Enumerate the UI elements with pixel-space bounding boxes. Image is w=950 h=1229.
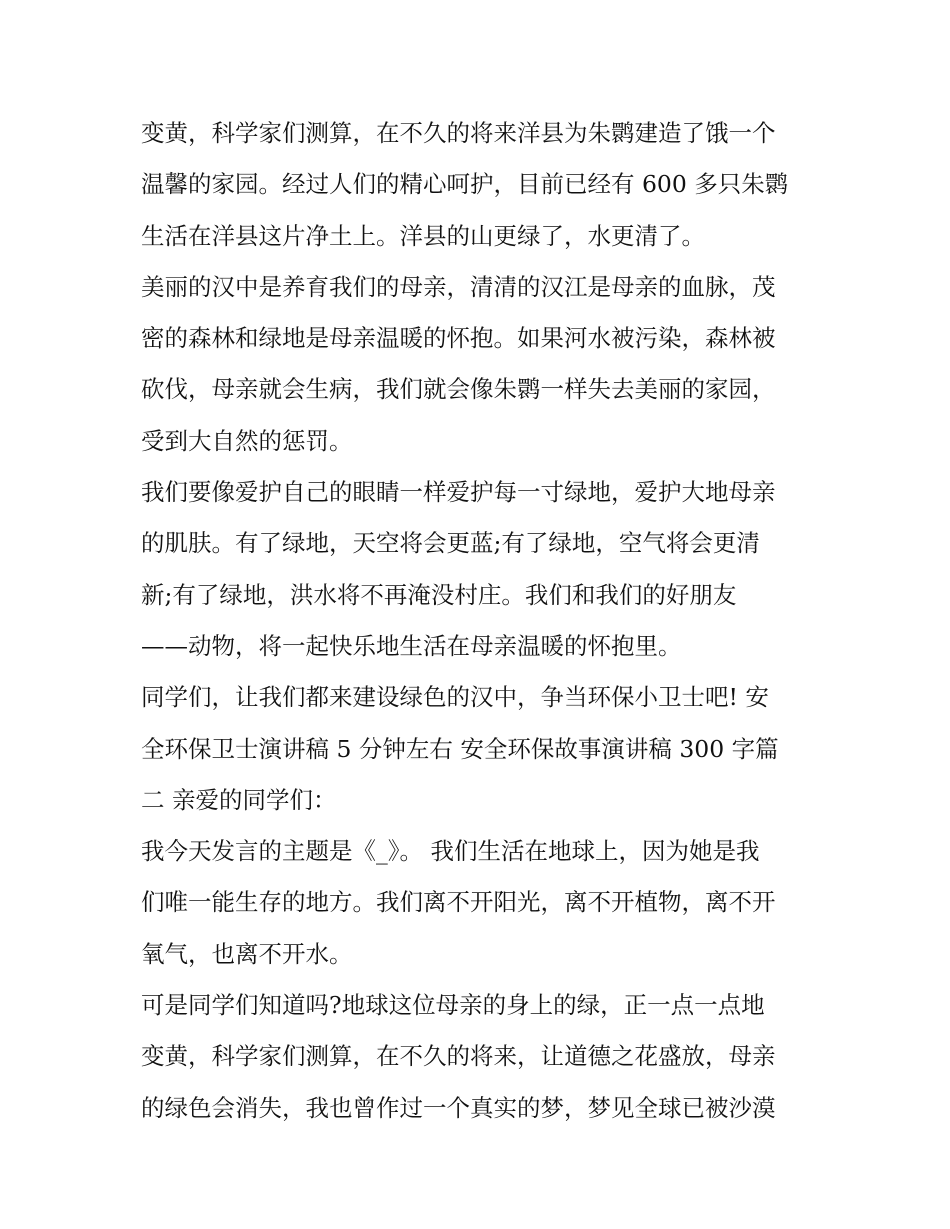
text-line: ——动物，将一起快乐地生活在母亲温暖的怀抱里。 (141, 631, 682, 660)
text-line: 我们要像爱护自己的眼睛一样爱护每一寸绿地，爱护大地母亲 (141, 478, 776, 507)
text-line: 受到大自然的惩罚。 (141, 426, 353, 455)
text-line: 生活在洋县这片净土上。洋县的山更绿了，水更清了。 (141, 221, 705, 250)
text-line: 变黄，科学家们测算，在不久的将来，让道德之花盛放，母亲 (141, 1042, 776, 1071)
text-line: 新;有了绿地，洪水将不再淹没村庄。我们和我们的好朋友 (141, 580, 737, 609)
text-line: 的肌肤。有了绿地，天空将会更蓝;有了绿地，空气将会更清 (141, 529, 760, 558)
text-line: 全环保卫士演讲稿 5 分钟左右 安全环保故事演讲稿 300 字篇 (141, 734, 779, 763)
text-line: 氧气，也离不开水。 (141, 939, 353, 968)
text-line: 二 亲爱的同学们： (141, 785, 337, 814)
text-line: 温馨的家园。经过人们的精心呵护，目前已经有 600 多只朱鹮 (141, 170, 789, 199)
text-line: 美丽的汉中是养育我们的母亲，清清的汉江是母亲的血脉，茂 (141, 272, 776, 301)
text-line: 我今天发言的主题是《_》。 我们生活在地球上，因为她是我 (141, 837, 760, 866)
text-line: 密的森林和绿地是母亲温暖的怀抱。如果河水被污染，森林被 (141, 324, 776, 353)
speech-text-body (141, 108, 821, 1134)
text-line: 变黄，科学家们测算，在不久的将来洋县为朱鹮建造了饿一个 (141, 119, 776, 147)
text-line: 砍伐，母亲就会生病，我们就会像朱鹮一样失去美丽的家园， (141, 375, 776, 404)
text-line: 可是同学们知道吗?地球这位母亲的身上的绿，正一点一点地 (141, 991, 765, 1020)
text-line: 同学们，让我们都来建设绿色的汉中，争当环保小卫士吧! 安 (141, 683, 769, 712)
text-line: 们唯一能生存的地方。我们离不开阳光，离不开植物，离不开 (141, 888, 776, 917)
text-line: 的绿色会消失，我也曾作过一个真实的梦，梦见全球已被沙漠 (141, 1093, 776, 1122)
